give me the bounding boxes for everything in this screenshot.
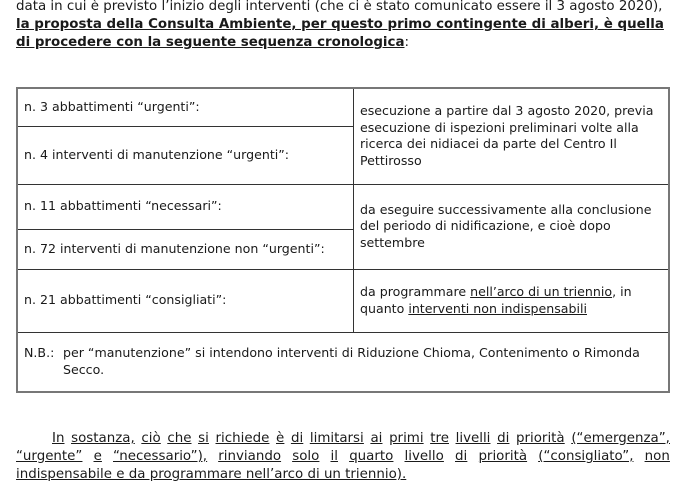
- table-row: [17, 88, 669, 126]
- summary-word: ai: [370, 431, 383, 446]
- intro-line-3-bold: di procedere con la seguente sequenza cronologica: [16, 35, 405, 50]
- summary-word: è: [276, 431, 285, 446]
- table-cell-timing-necessary: da eseguire successivamente alla conclusione del periodo di nidificazione, e cioè dopo settembre: [354, 184, 670, 269]
- summary-word: (“consigliato”,: [538, 449, 634, 464]
- summary-word: sostanza,: [71, 431, 135, 446]
- summary-word: (“emergenza”,: [571, 431, 670, 446]
- summary-word: solo: [292, 449, 320, 464]
- summary-word: di: [497, 431, 510, 446]
- table-cell-item: n. 4 interventi di manutenzione “urgenti”:: [17, 126, 354, 184]
- summary-word: priorità: [516, 431, 565, 446]
- summary-word: priorità: [478, 449, 528, 464]
- summary-line-1: [16, 430, 670, 448]
- schedule-table: [16, 87, 670, 393]
- summary-word: il: [330, 449, 338, 464]
- summary-word: ciò: [141, 431, 161, 446]
- table-cell-timing-urgent: esecuzione a partire dal 3 agosto 2020, previa esecuzione di ispezioni preliminari volte alla ricerca dei nidiacei da parte del Centro Il Pettirosso: [354, 88, 670, 184]
- note-label: N.B.:: [24, 345, 55, 361]
- advised-text-underlined-2: interventi non indispensabili: [408, 300, 587, 316]
- summary-word: In: [52, 431, 65, 446]
- table-cell-item: n. 21 abbattimenti “consigliati”:: [17, 269, 354, 332]
- table-cell-item: n. 72 interventi di manutenzione non “urgenti”:: [17, 229, 354, 269]
- summary-word: richiede: [215, 431, 270, 446]
- summary-line-3: indispensabile e da programmare nell’arco di un triennio).: [16, 467, 407, 482]
- advised-text-mid: , in quanto: [360, 284, 632, 316]
- intro-line-3: [16, 34, 409, 52]
- summary-word: livelli: [455, 431, 491, 446]
- table-row-note: [17, 332, 669, 392]
- table-row: [17, 184, 669, 229]
- summary-word: di: [290, 431, 304, 446]
- summary-word: si: [198, 431, 209, 446]
- table-row: [17, 269, 669, 332]
- summary-word: quarto: [349, 449, 394, 464]
- summary-indent: [16, 430, 52, 448]
- summary-word: e: [93, 449, 102, 464]
- note-cell: [17, 332, 669, 392]
- summary-word: non: [644, 449, 670, 464]
- table-cell-item: n. 11 abbattimenti “necessari”:: [17, 184, 354, 229]
- summary-word: limitarsi: [309, 431, 364, 446]
- summary-line-2: [16, 448, 670, 466]
- table-cell-item: n. 3 abbattimenti “urgenti”:: [17, 88, 354, 126]
- summary-word: tre: [430, 431, 449, 446]
- summary-word: di: [455, 449, 468, 464]
- advised-text-pre: da programmare: [360, 284, 471, 299]
- table-cell-timing-advised: [354, 269, 670, 332]
- intro-line-2: la proposta della Consulta Ambiente, per questo primo contingente di alberi, è quella: [16, 17, 664, 32]
- summary-word: “necessario”),: [113, 449, 208, 464]
- summary-word: livello: [404, 449, 444, 464]
- intro-line-3-tail: :: [404, 35, 410, 50]
- summary-word: “urgente”: [16, 449, 83, 464]
- summary-word: rinviando: [218, 449, 282, 464]
- summary-word: primi: [389, 431, 424, 446]
- advised-text-underlined-1: nell’arco di un triennio: [470, 284, 613, 299]
- note-text: per “manutenzione” si intendono interventi di Riduzione Chioma, Contenimento o Rimonda Secco.: [63, 345, 640, 377]
- intro-line-1: data in cui è previsto l’inizio degli interventi (che ci è stato comunicato essere il 3 agosto 2020),: [16, 0, 663, 14]
- summary-word: che: [167, 431, 192, 446]
